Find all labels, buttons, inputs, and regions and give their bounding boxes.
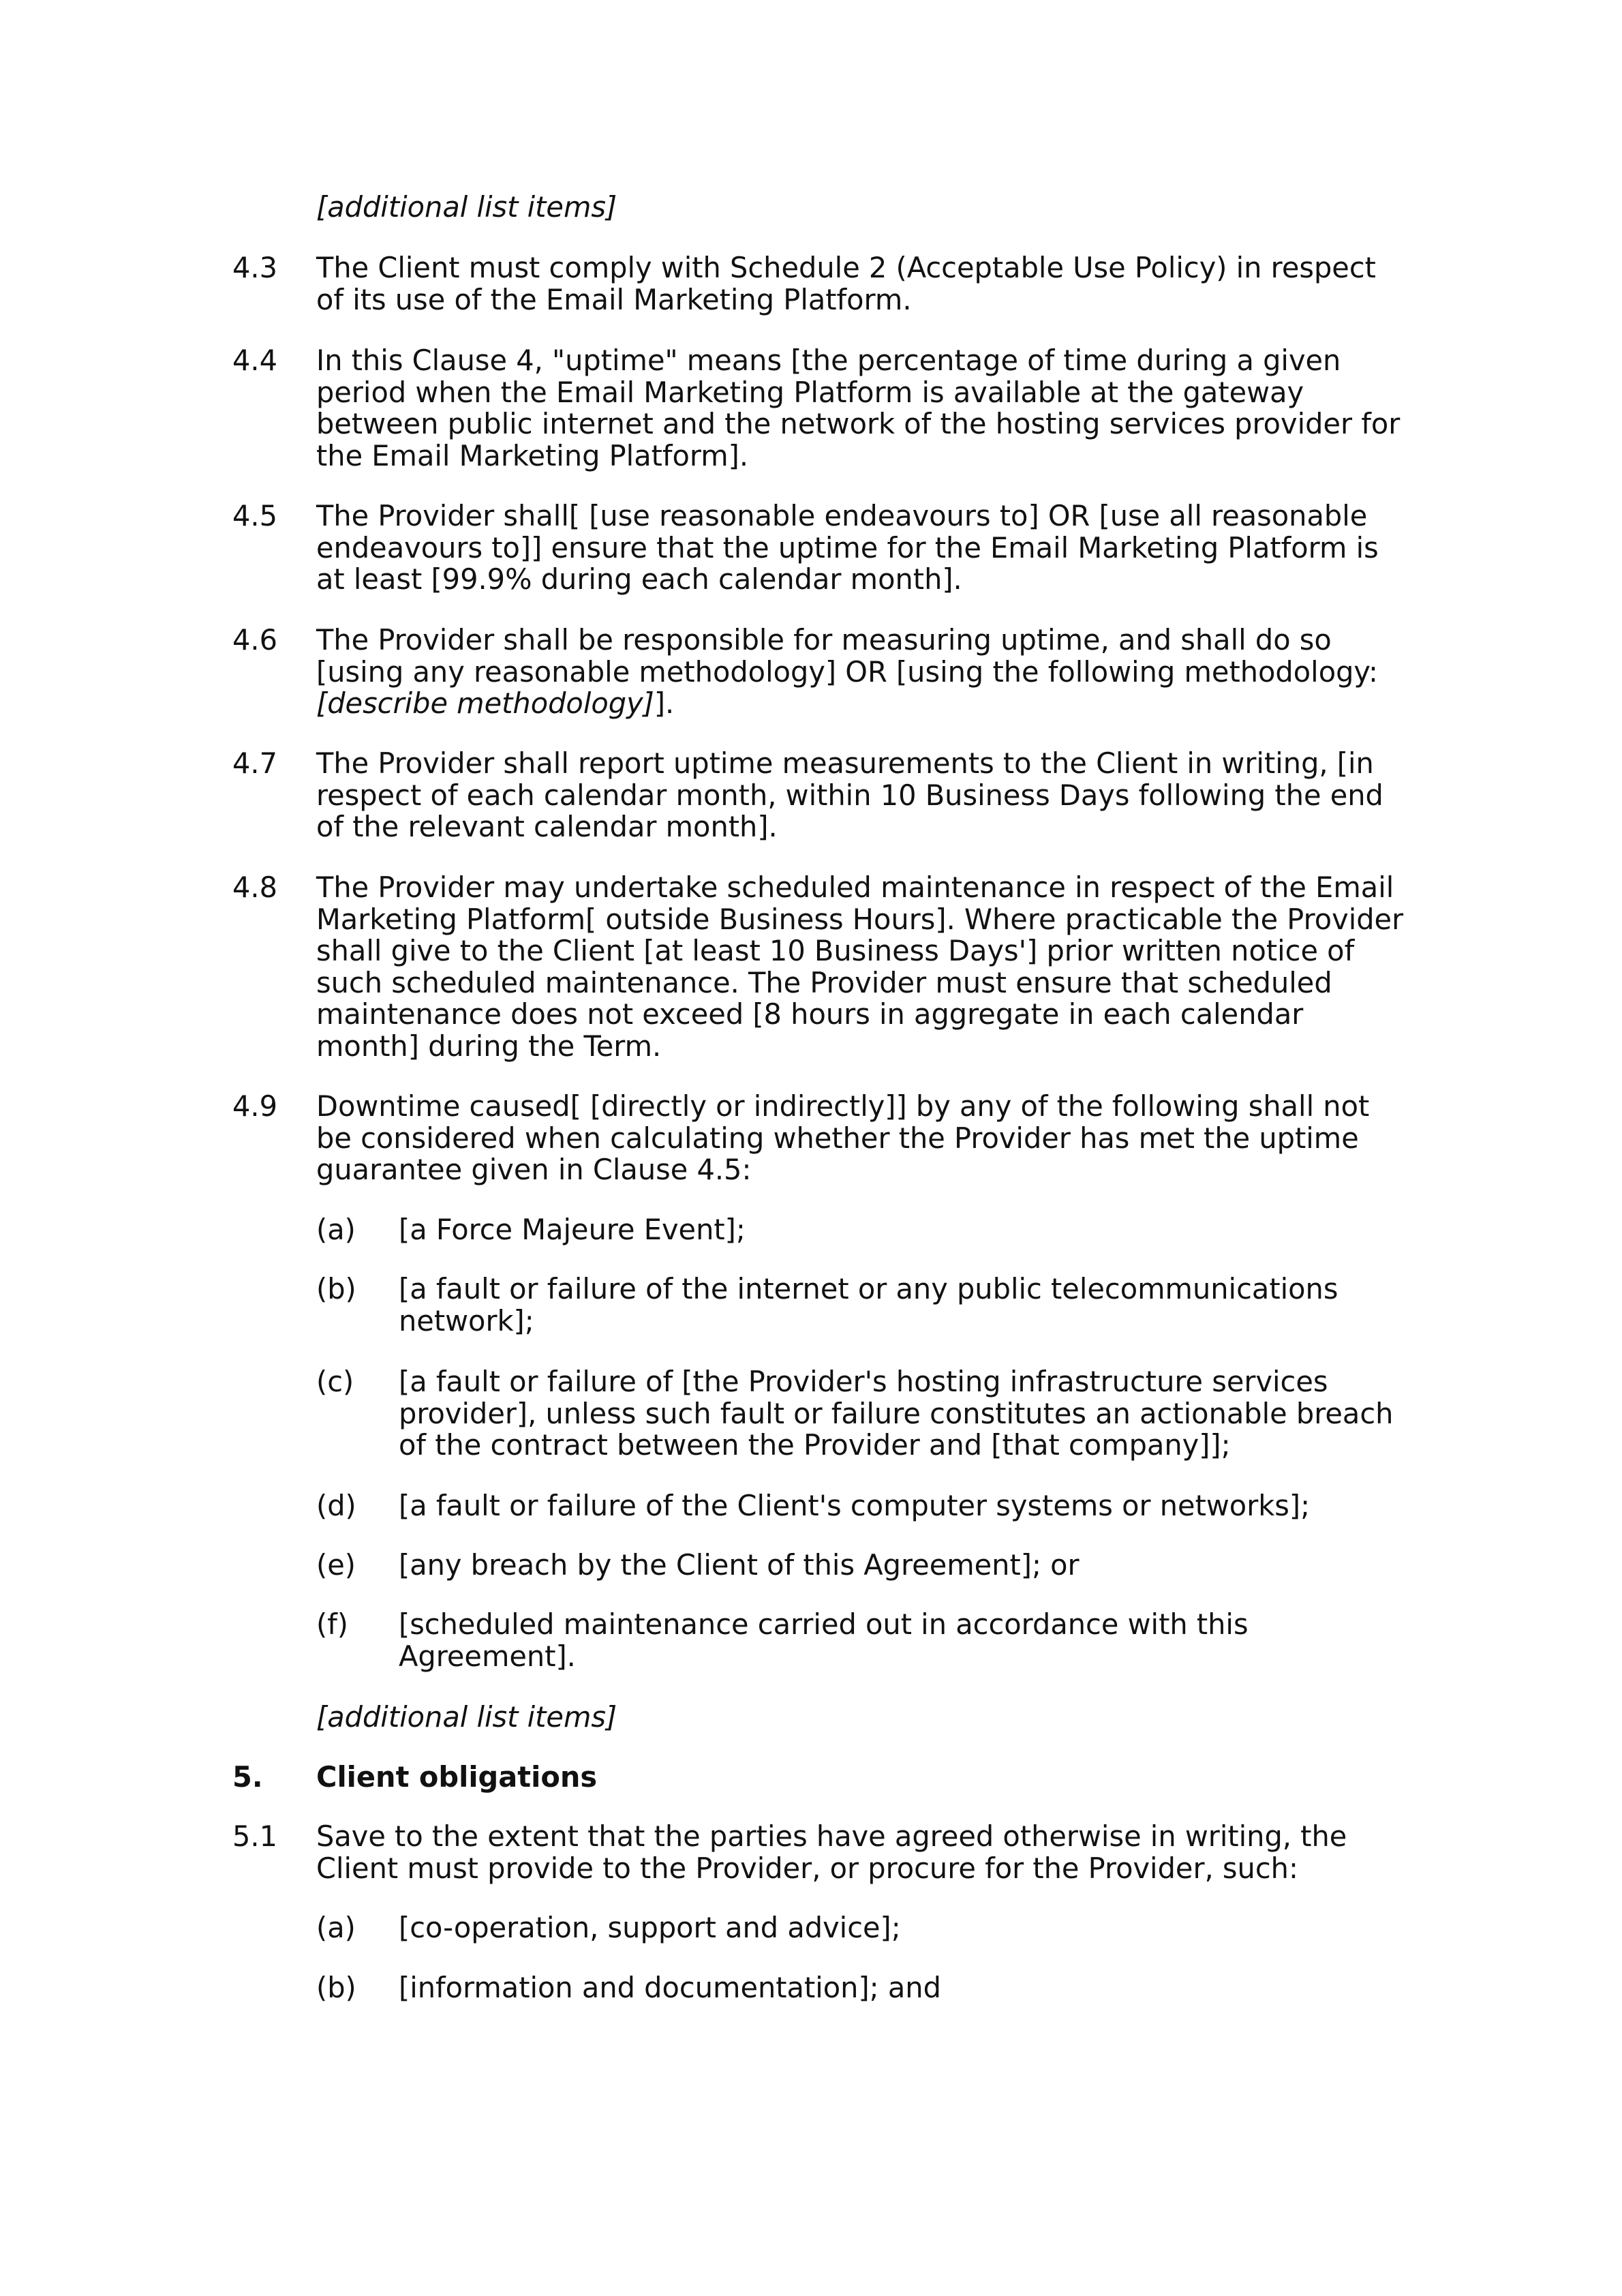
list-item-label: (a) [316,1911,356,1944]
list-item-text: [scheduled maintenance carried out in accordance with this Agreement]. [399,1607,1249,1673]
clause-text-part: The Provider shall be responsible for measuring uptime, and shall do so [using any reasonable methodology] OR [using the following methodology: [316,623,1378,689]
clause-text [316,624,1407,720]
clause-number: 4.3 [232,251,277,284]
clause-text: The Client must comply with Schedule 2 (Acceptable Use Policy) in respect of its use of the Email Marketing Platform. [316,251,1376,316]
clause-number: 4.8 [232,871,277,904]
clause-number: 4.7 [232,746,277,780]
clause-text: The Provider may undertake scheduled maintenance in respect of the Email Marketing Platform[ outside Business Hours]. Where practicable the Provider shall give to the Client [at least 10 Business Days'] prior written notice of such scheduled maintenance. The Provider must ensure that scheduled maintenance does not exceed [8 hours in aggregate in each calendar month] during the Term. [316,871,1404,1063]
clause-text: In this Clause 4, "uptime" means [the percentage of time during a given period when the Email Marketing Platform is available at the gateway between public internet and the network of the hosting services provider for the Email Marketing Platform]. [316,344,1401,472]
clause-text-placeholder: [describe methodology] [316,686,654,720]
list-item-text: [information and documentation]; and [399,1971,941,2004]
clause-text-part: ]. [654,686,675,720]
clause-number: 4.6 [232,623,277,656]
list-item-label: (d) [316,1489,356,1522]
clause-text: The Provider shall[ [use reasonable endeavours to] OR [use all reasonable endeavours to]] ensure that the uptime for the Email Marketing Platform is at least [99.9% during each calendar month]. [316,499,1379,596]
clause-text: Downtime caused[ [directly or indirectly]] by any of the following shall not be considered when calculating whether the Provider has met the uptime guarantee given in Clause 4.5: [316,1089,1370,1186]
list-item-label: (c) [316,1365,354,1398]
additional-items-text: [additional list items] [316,190,617,224]
list-item-text: [a Force Majeure Event]; [399,1213,746,1246]
clause-number: 4.9 [232,1089,277,1123]
clause-text: Save to the extent that the parties have agreed otherwise in writing, the Client must provide to the Provider, or procure for the Provider, such: [316,1819,1347,1885]
list-item-label: (f) [316,1607,348,1641]
section-title: Client obligations [316,1760,598,1794]
clause-number: 4.5 [232,499,277,532]
list-item-label: (b) [316,1272,356,1305]
list-item-text: [co-operation, support and advice]; [399,1911,901,1944]
list-item-label: (e) [316,1548,356,1582]
list-item-text: [a fault or failure of the Client's computer systems or networks]; [399,1489,1311,1522]
clause-number: 5.1 [232,1819,277,1853]
list-item-label: (a) [316,1213,356,1246]
clause-number: 4.4 [232,344,277,377]
additional-items-text: [additional list items] [316,1700,617,1734]
list-item-text: [any breach by the Client of this Agreement]; or [399,1548,1080,1582]
list-item-text: [a fault or failure of the internet or any public telecommunications network]; [399,1272,1338,1338]
section-number: 5. [232,1760,263,1794]
list-item-label: (b) [316,1971,356,2004]
clause-text: The Provider shall report uptime measurements to the Client in writing, [in respect of each calendar month, within 10 Business Days following the end of the relevant calendar month]. [316,746,1383,843]
list-item-text: [a fault or failure of [the Provider's hosting infrastructure services provider], unless such fault or failure constitutes an actionable breach of the contract between the Provider and [that company]]; [399,1365,1394,1462]
